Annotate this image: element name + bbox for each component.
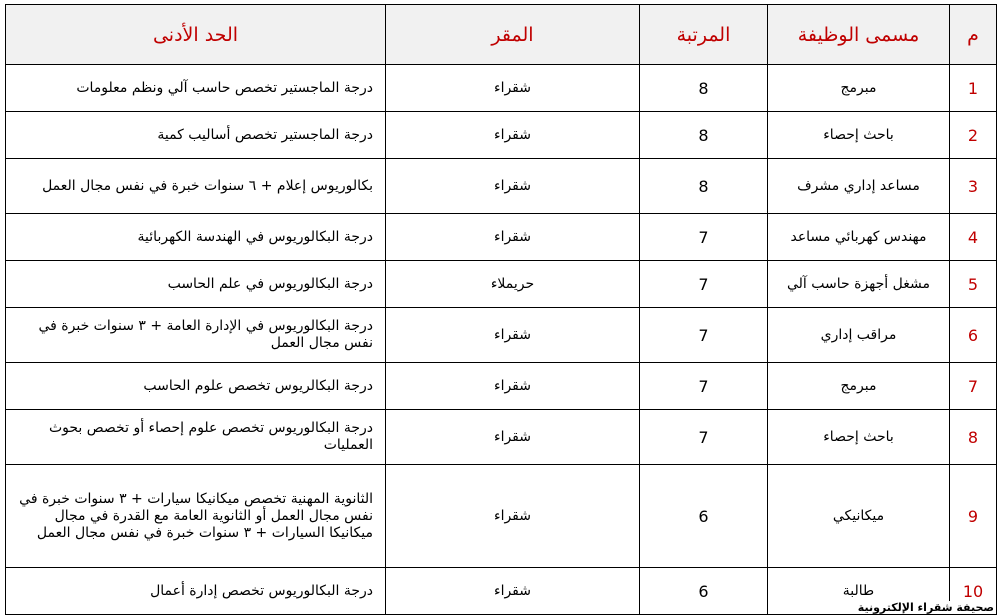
row-number: 1 (950, 65, 997, 112)
job-rank: 6 (640, 465, 768, 568)
job-min-requirement: درجة البكالريوس تخصص علوم الحاسب (6, 363, 386, 410)
job-seat: شقراء (386, 465, 640, 568)
job-min-requirement: درجة البكالوريوس تخصص علوم إحصاء أو تخصص بحوث العمليات (6, 410, 386, 465)
job-title: مشغل أجهزة حاسب آلي (768, 261, 950, 308)
job-min-requirement: درجة البكالوريوس في علم الحاسب (6, 261, 386, 308)
row-number: 3 (950, 159, 997, 214)
job-title: مهندس كهربائي مساعد (768, 214, 950, 261)
job-min-requirement: درجة البكالوريوس تخصص إدارة أعمال (6, 568, 386, 615)
job-title: مبرمج (768, 363, 950, 410)
table-row (6, 568, 997, 615)
table-row (6, 159, 997, 214)
header-num: م (950, 5, 997, 65)
table-row (6, 363, 997, 410)
job-rank: 8 (640, 112, 768, 159)
job-seat: شقراء (386, 214, 640, 261)
table-row (6, 410, 997, 465)
row-number: 8 (950, 410, 997, 465)
job-seat: شقراء (386, 308, 640, 363)
job-title: مبرمج (768, 65, 950, 112)
job-rank: 6 (640, 568, 768, 615)
row-number: 7 (950, 363, 997, 410)
header-job-title: مسمى الوظيفة (768, 5, 950, 65)
job-seat: شقراء (386, 65, 640, 112)
job-min-requirement: درجة الماجستير تخصص أساليب كمية (6, 112, 386, 159)
header-rank: المرتبة (640, 5, 768, 65)
header-seat: المقر (386, 5, 640, 65)
row-number: 10 (950, 568, 997, 615)
header-min-requirement: الحد الأدنى (6, 5, 386, 65)
jobs-table (5, 4, 997, 615)
watermark-text: صحيفة شقراء الإلكترونية (857, 601, 994, 614)
job-seat: شقراء (386, 112, 640, 159)
row-number: 2 (950, 112, 997, 159)
job-seat: حريملاء (386, 261, 640, 308)
job-title: ميكانيكي (768, 465, 950, 568)
table-row (6, 65, 997, 112)
job-rank: 7 (640, 261, 768, 308)
job-rank: 8 (640, 65, 768, 112)
job-rank: 7 (640, 410, 768, 465)
job-rank: 8 (640, 159, 768, 214)
row-number: 4 (950, 214, 997, 261)
job-min-requirement: درجة البكالوريوس في الهندسة الكهربائية (6, 214, 386, 261)
table-row (6, 112, 997, 159)
job-title: باحث إحصاء (768, 410, 950, 465)
job-seat: شقراء (386, 410, 640, 465)
row-number: 9 (950, 465, 997, 568)
job-rank: 7 (640, 363, 768, 410)
job-min-requirement: بكالوريوس إعلام + ٦ سنوات خبرة في نفس مجال العمل (6, 159, 386, 214)
table-row (6, 261, 997, 308)
row-number: 5 (950, 261, 997, 308)
table-row (6, 308, 997, 363)
job-title: مراقب إداري (768, 308, 950, 363)
row-number: 6 (950, 308, 997, 363)
job-rank: 7 (640, 308, 768, 363)
table-header-row (6, 5, 997, 65)
job-seat: شقراء (386, 159, 640, 214)
job-min-requirement: درجة البكالوريوس في الإدارة العامة + ٣ سنوات خبرة في نفس مجال العمل (6, 308, 386, 363)
job-rank: 7 (640, 214, 768, 261)
job-title: باحث إحصاء (768, 112, 950, 159)
table-row (6, 214, 997, 261)
job-min-requirement: الثانوية المهنية تخصص ميكانيكا سيارات + ٣ سنوات خبرة في نفس مجال العمل أو الثانوية العامة مع القدرة في مجال ميكانيكا السيارات + ٣ سنوات خبرة في نفس مجال العمل (6, 465, 386, 568)
job-min-requirement: درجة الماجستير تخصص حاسب آلي ونظم معلومات (6, 65, 386, 112)
job-title: طالبة (768, 568, 950, 615)
table-row (6, 465, 997, 568)
job-title: مساعد إداري مشرف (768, 159, 950, 214)
job-seat: شقراء (386, 363, 640, 410)
job-seat: شقراء (386, 568, 640, 615)
